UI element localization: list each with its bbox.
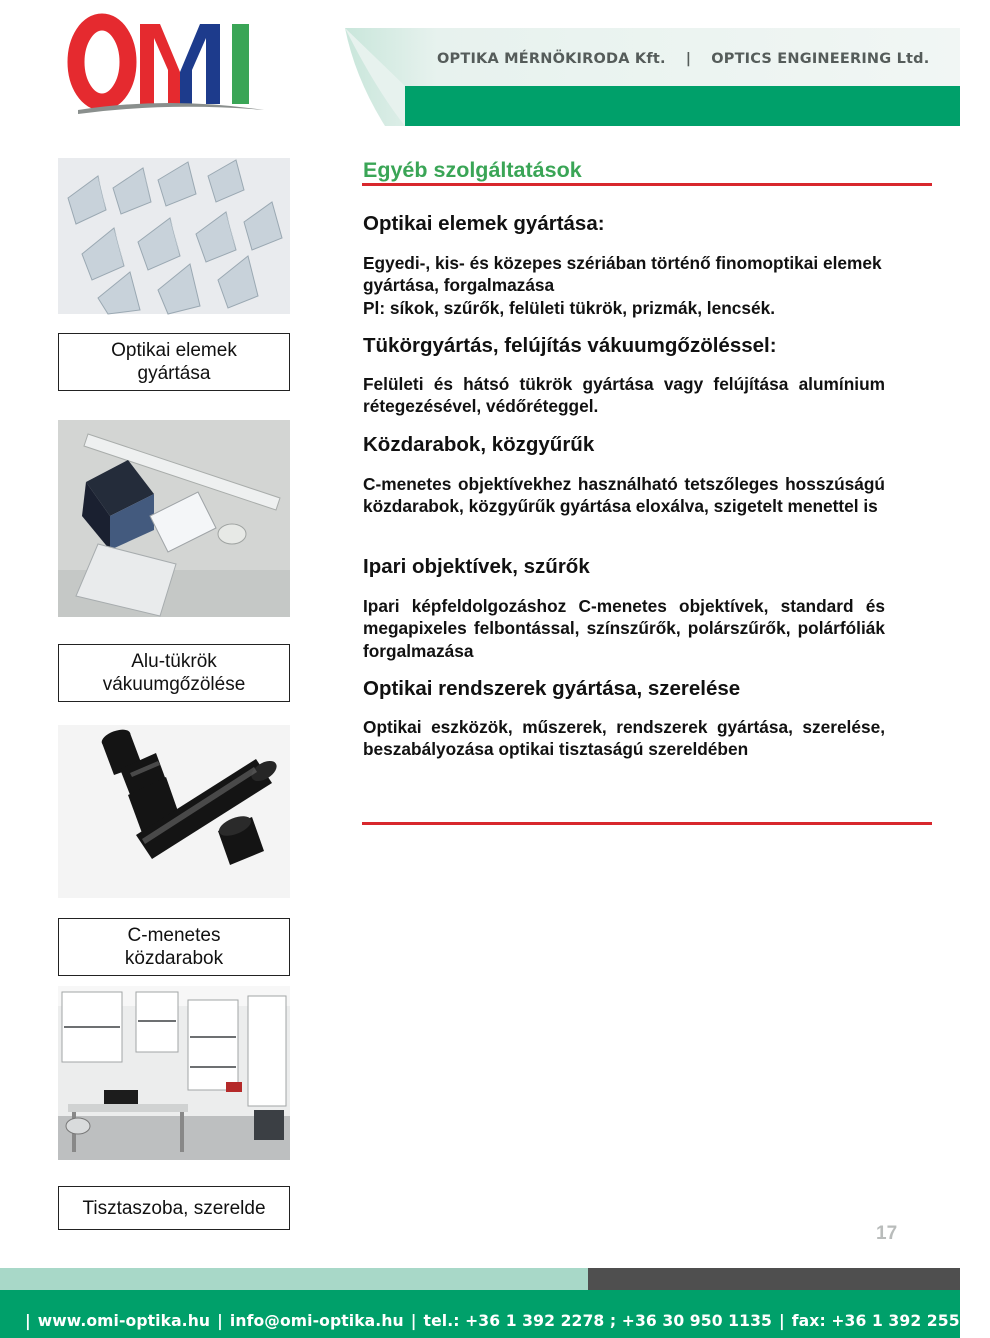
text-optical-elements: Egyedi-, kis- és közepes szériában történő finomoptikai elemek gyártása, forgalmazása Pl: síkok, szűrők, felületi tükrök, prizmák, lencsék. <box>363 253 882 318</box>
caption-clean-room <box>58 1186 290 1230</box>
heading-extension-tubes: Közdarabok, közgyűrűk <box>363 433 595 456</box>
page-header <box>0 0 960 130</box>
footer-tel-separator: ; <box>609 1312 617 1330</box>
caption-alu-mirrors <box>58 644 290 702</box>
heading-mirror-coating: Tükörgyártás, felújítás vákuumgőzöléssel: <box>363 334 777 357</box>
heading-optical-elements: Optikai elemek gyártása: <box>363 212 605 235</box>
footer-tel-1: +36 1 392 2278 <box>465 1312 605 1330</box>
footer-tel-label: tel.: <box>423 1312 460 1330</box>
footer-band-light <box>0 1268 588 1290</box>
prisms-photo <box>58 158 290 314</box>
footer-separator: | <box>779 1312 785 1330</box>
text-extension-tubes: C-menetes objektívekhez használható tetszőleges hosszúságú közdarabok, közgyűrűk gyártása eloxálva, szigetelt menettel is <box>363 474 885 517</box>
clean-room-photo <box>58 986 290 1160</box>
footer-fax: +36 1 392 2555 <box>831 1312 971 1330</box>
caption-clean-room-text: Tisztaszoba, szerelde <box>82 1197 266 1219</box>
section-title: Egyéb szolgáltatások <box>363 158 582 182</box>
c-mount-tubes-photo <box>58 725 290 898</box>
company-name <box>437 51 929 71</box>
heading-optical-systems: Optikai rendszerek gyártása, szerelése <box>363 677 741 700</box>
company-name-hu: OPTIKA MÉRNÖKIRODA Kft. <box>437 51 666 67</box>
text-mirror-coating: Felületi és hátsó tükrök gyártása vagy felújítása alumínium rétegezésével, védőréteggel. <box>363 374 885 417</box>
caption-optical-elements <box>58 333 290 391</box>
text-optical-systems: Optikai eszközök, műszerek, rendszerek gyártása, szerelése, beszabályozása optikai tisztaságú szereldében <box>363 717 885 760</box>
company-name-en: OPTICS ENGINEERING Ltd. <box>711 51 930 67</box>
section-rule-top <box>362 183 932 186</box>
footer-contact <box>18 1312 990 1330</box>
caption-optical-elements-text: Optikai elemek gyártása <box>111 340 237 384</box>
footer-separator: | <box>217 1312 223 1330</box>
caption-c-mount <box>58 918 290 976</box>
header-band <box>345 28 960 126</box>
footer-separator: | <box>410 1312 417 1330</box>
footer-email[interactable]: info@omi-optika.hu <box>229 1312 404 1330</box>
page-number: 17 <box>876 1223 898 1244</box>
heading-industrial-lenses: Ipari objektívek, szűrők <box>363 555 590 578</box>
footer-fax-label: fax: <box>791 1312 826 1330</box>
section-rule-bottom <box>362 822 932 825</box>
footer-separator: | <box>25 1312 31 1330</box>
caption-c-mount-text: C-menetes közdarabok <box>124 925 224 969</box>
text-industrial-lenses: Ipari képfeldolgozáshoz C-menetes objektívek, standard és megapixeles felbontással, színszűrők, polárszűrők, polárfóliák forgalmazása <box>363 596 885 661</box>
company-separator: | <box>685 51 692 67</box>
mirrors-photo <box>58 420 290 617</box>
footer-tel-2: +36 30 950 1135 <box>621 1312 772 1330</box>
caption-alu-mirrors-text: Alu-tükrök vákuumgőzölése <box>102 651 246 695</box>
footer-band-dark <box>588 1268 960 1290</box>
omi-logo <box>68 10 268 122</box>
footer-separator: | <box>977 1312 984 1330</box>
footer-website[interactable]: www.omi-optika.hu <box>37 1312 211 1330</box>
